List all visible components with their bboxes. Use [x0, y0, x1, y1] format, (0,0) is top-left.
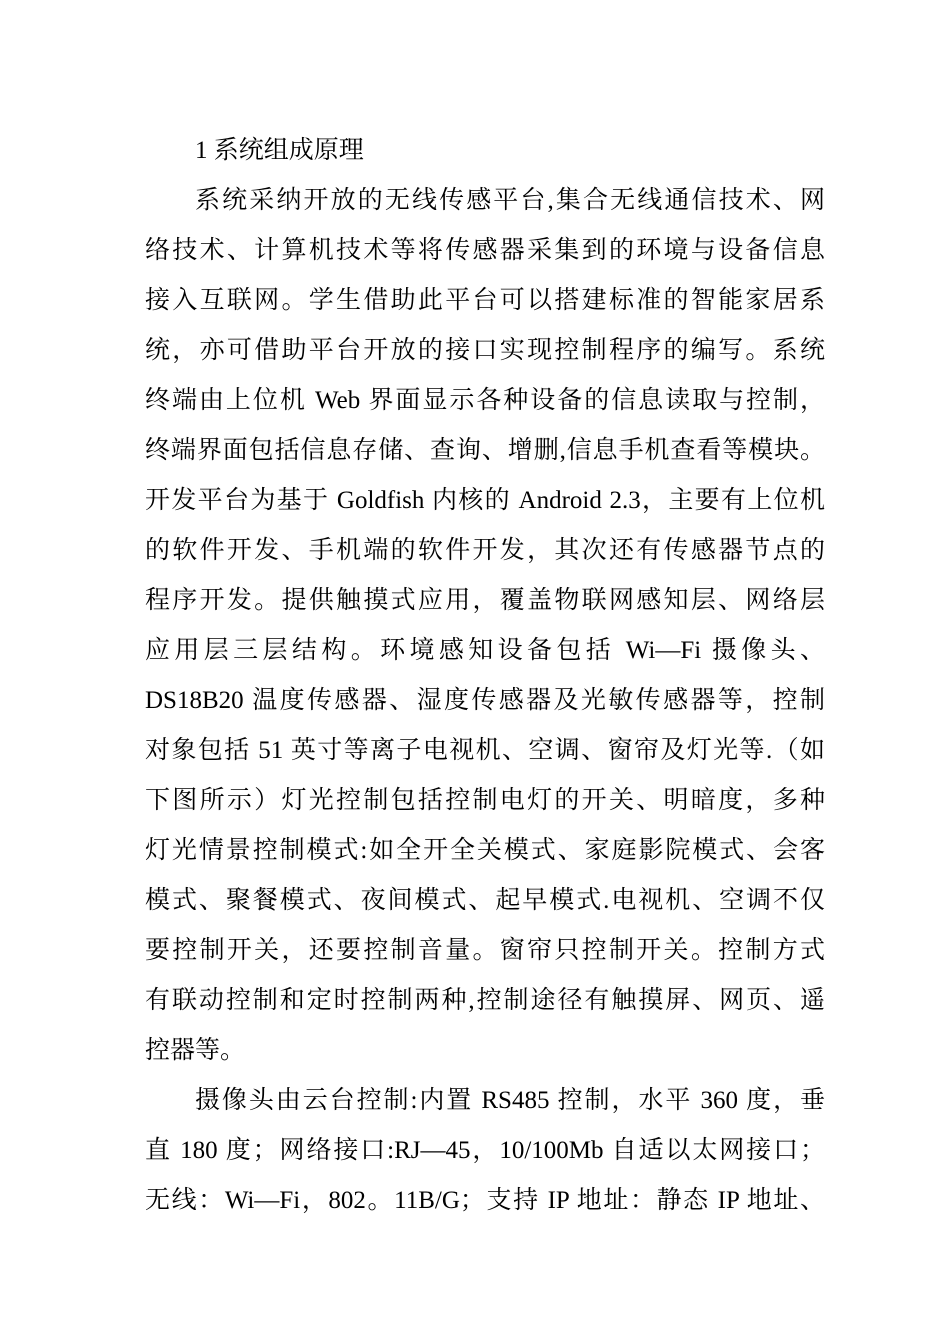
- paragraph-line: DS18B20 温度传感器、湿度传感器及光敏传感器等，控制: [145, 687, 825, 714]
- paragraph-line: 直 180 度；网络接口:RJ—45，10/100Mb 自适以太网接口；: [145, 1137, 825, 1164]
- paragraph-line: 的软件开发、手机端的软件开发，其次还有传感器节点的: [145, 537, 825, 564]
- paragraph-line: 统，亦可借助平台开放的接口实现控制程序的编写。系统: [145, 337, 825, 364]
- paragraph-line: 有联动控制和定时控制两种,控制途径有触摸屏、网页、遥: [145, 987, 825, 1014]
- paragraph-line: 控器等。: [145, 1037, 246, 1064]
- paragraph-line: 终端由上位机 Web 界面显示各种设备的信息读取与控制，: [145, 387, 825, 414]
- paragraph-line: 下图所示）灯光控制包括控制电灯的开关、明暗度，多种: [145, 787, 825, 814]
- paragraph-line: 络技术、计算机技术等将传感器采集到的环境与设备信息: [145, 237, 825, 264]
- paragraph-line: 无线：Wi—Fi，802。11B/G；支持 IP 地址：静态 IP 地址、: [145, 1187, 825, 1214]
- paragraph-line: 终端界面包括信息存储、查询、增删,信息手机查看等模块。: [145, 437, 825, 464]
- paragraph-line: 系统采纳开放的无线传感平台,集合无线通信技术、网: [195, 187, 825, 214]
- paragraph-line: 模式、聚餐模式、夜间模式、起早模式.电视机、空调不仅: [145, 887, 825, 914]
- paragraph-line: 开发平台为基于 Goldfish 内核的 Android 2.3，主要有上位机: [145, 487, 825, 514]
- paragraph-line: 要控制开关，还要控制音量。窗帘只控制开关。控制方式: [145, 937, 825, 964]
- paragraph-line: 对象包括 51 英寸等离子电视机、空调、窗帘及灯光等.（如: [145, 737, 825, 764]
- paragraph-line: 应用层三层结构。环境感知设备包括 Wi—Fi 摄像头、: [145, 637, 825, 664]
- paragraph-line: 灯光情景控制模式:如全开全关模式、家庭影院模式、会客: [145, 837, 825, 864]
- section-heading: 1 系统组成原理: [195, 137, 364, 164]
- paragraph-line: 接入互联网。学生借助此平台可以搭建标准的智能家居系: [145, 287, 825, 314]
- paragraph-line: 摄像头由云台控制:内置 RS485 控制，水平 360 度，垂: [195, 1087, 825, 1114]
- paragraph-line: 程序开发。提供触摸式应用，覆盖物联网感知层、网络层: [145, 587, 825, 614]
